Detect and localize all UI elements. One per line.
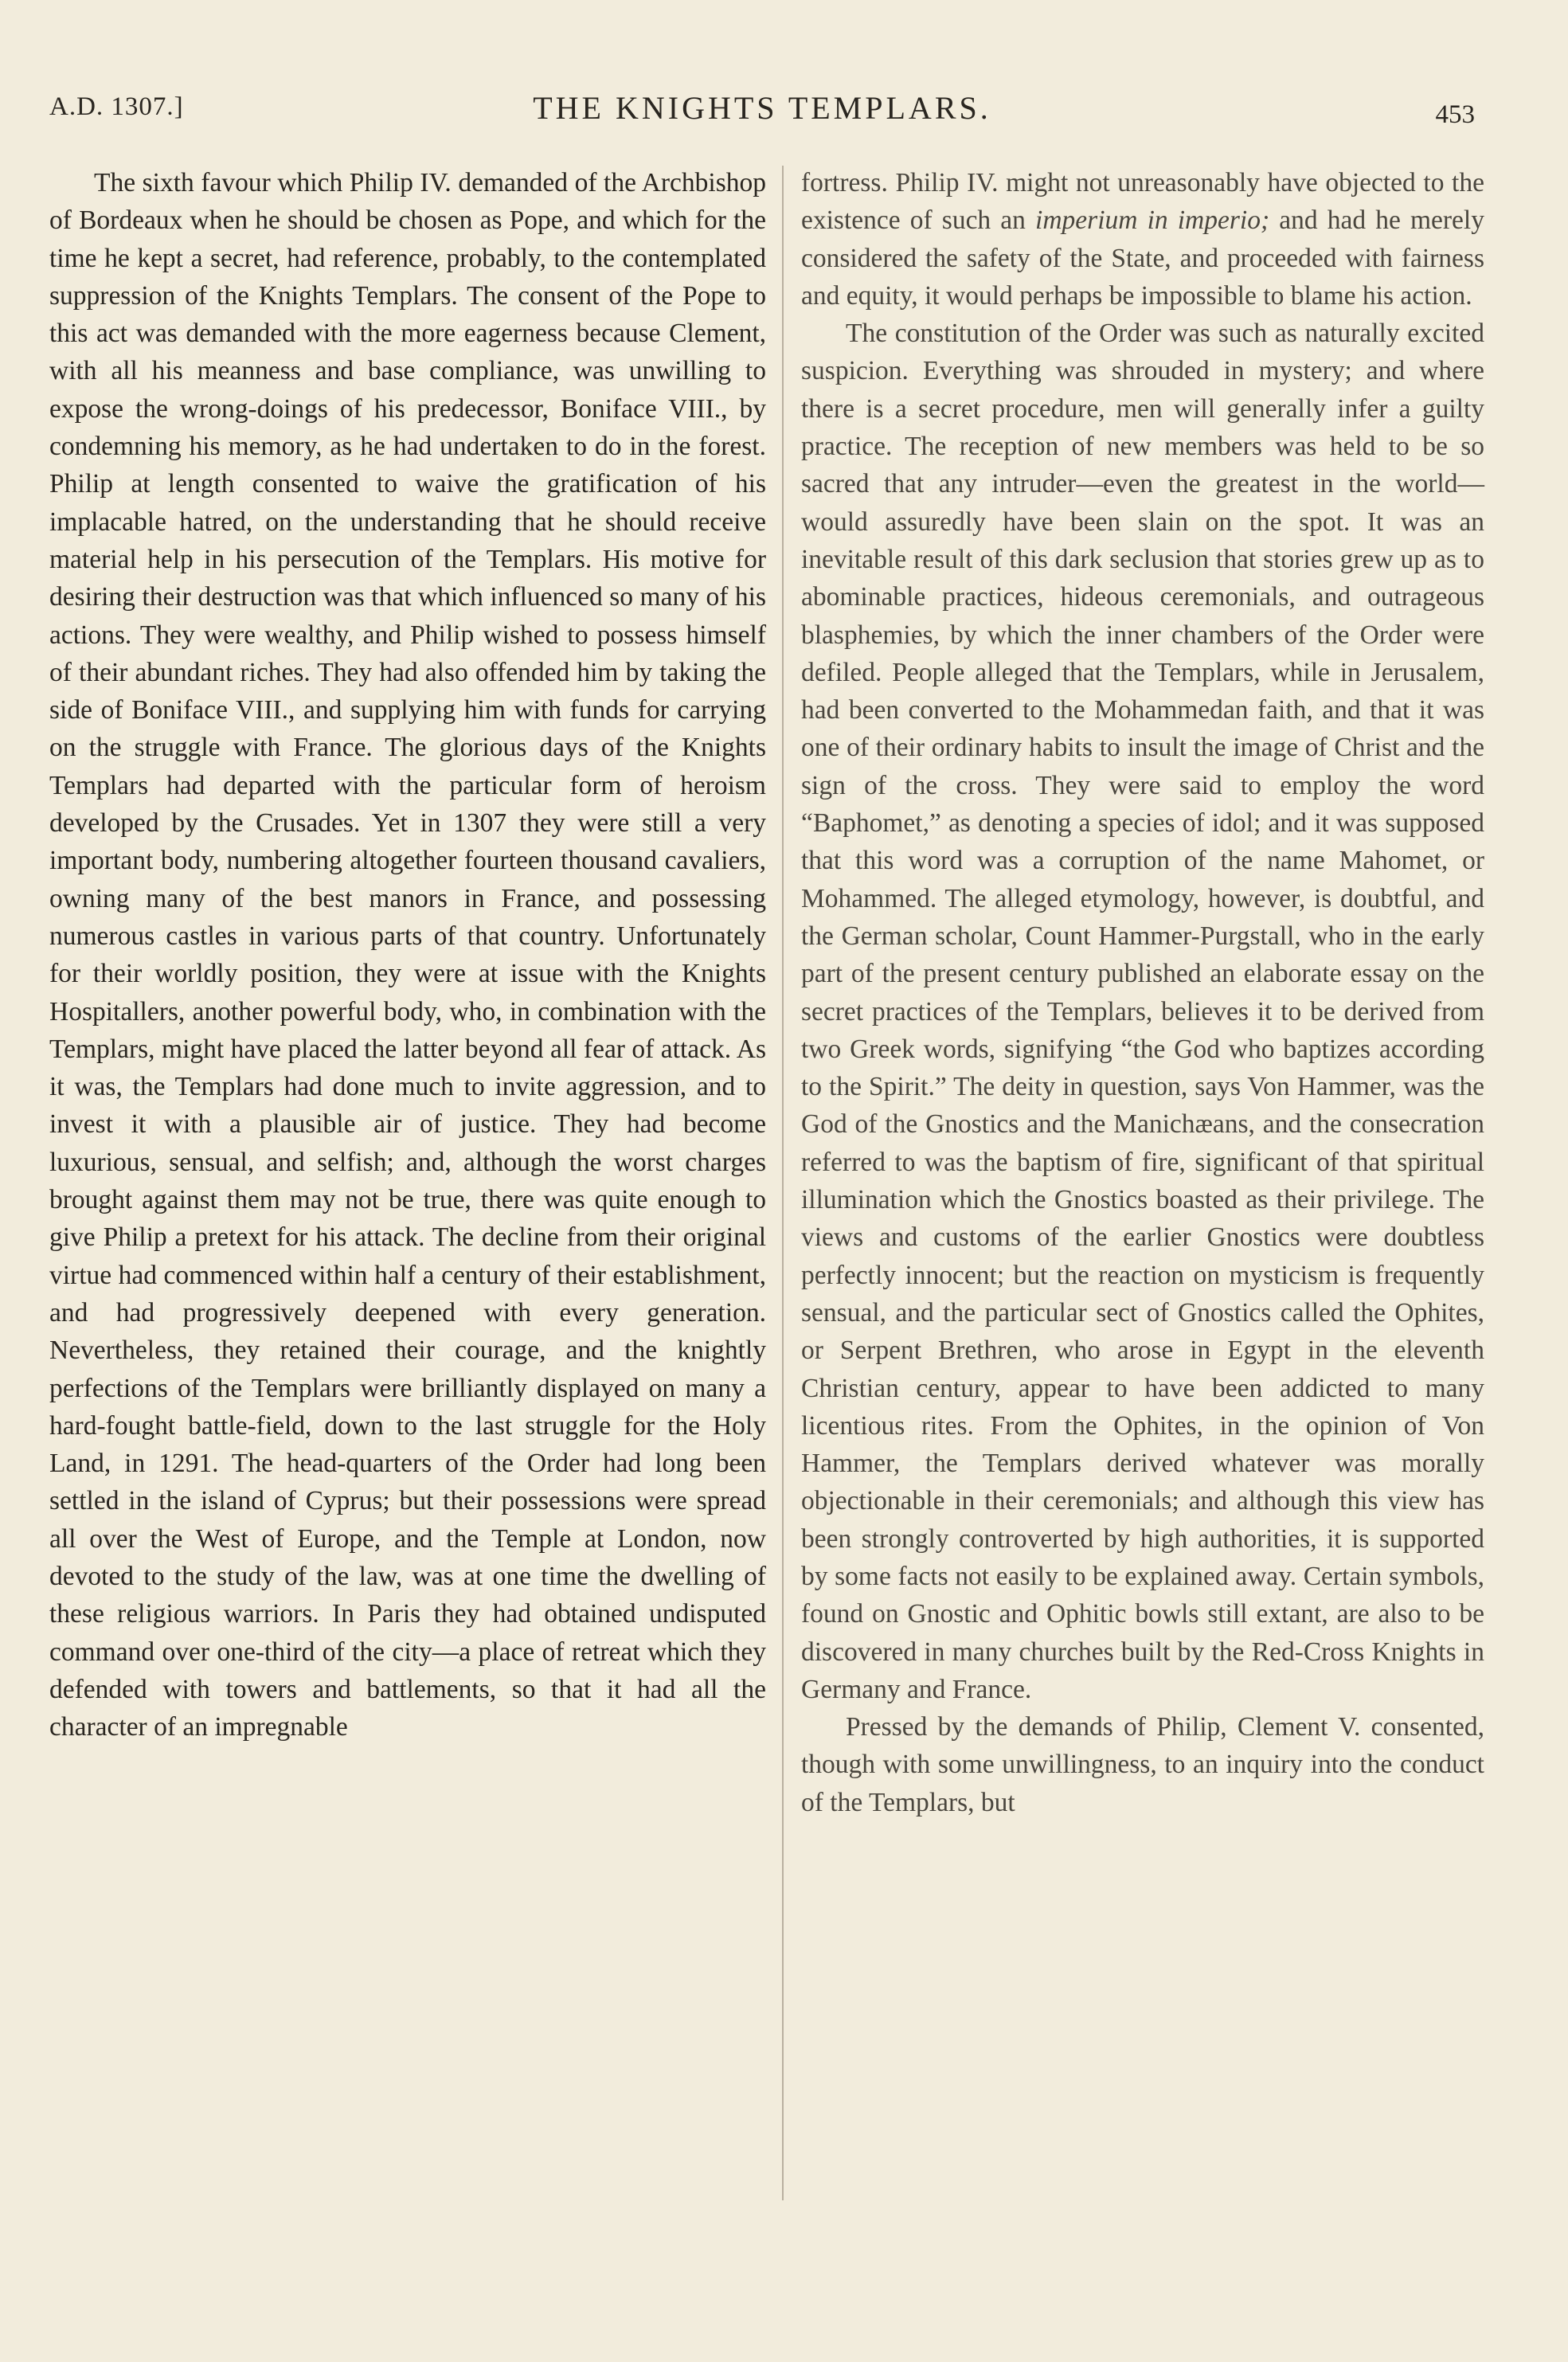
header-title: THE KNIGHTS TEMPLARS.: [533, 90, 991, 126]
running-header: [49, 92, 1475, 132]
page-number: 453: [1435, 100, 1475, 129]
right-paragraph-1: [801, 164, 1484, 315]
right-paragraph-1-text-a: fortress. Philip IV. might not unreasonably have objected to the existence of such an: [801, 168, 1484, 236]
right-paragraph-3: Pressed by the demands of Philip, Clement V. consented, though with some unwillingness, to an inquiry into the conduct of the Templars, but: [801, 1712, 1484, 1817]
column-divider: [782, 166, 784, 2200]
right-paragraph-2: The constitution of the Order was such as naturally excited suspicion. Everything was shrouded in mystery; and where there is a secret procedure, men will generally infer a guilty practice. The reception of new members was held to be so sacred that any intruder—even the greatest in the world—would assuredly have been slain on the spot. It was an inevitable result of this dark seclusion that stories grew up as to abominable practices, hideous ceremonials, and outrageous blasphemies, by which the inner chambers of the Order were defiled. People alleged that the Templars, while in Jerusalem, had been converted to the Mohammedan faith, and that it was one of their ordinary habits to insult the image of Christ and the sign of the cross. They were said to employ the word “Baphomet,” as denoting a species of idol; and it was supposed that this word was a corruption of the name Mahomet, or Mohammed. The alleged etymology, however, is doubtful, and the German scholar, Count Hammer-Purgstall, who in the early part of the present century published an elaborate essay on the secret practices of the Templars, believes it to be derived from two Greek words, signifying “the God who baptizes according to the Spirit.” The deity in question, says Von Hammer, was the God of the Gnostics and the Manichæans, and the consecration referred to was the baptism of fire, significant of that spiritual illumination which the Gnostics boasted as their privilege. The views and customs of the earlier Gnostics were doubtless perfectly innocent; but the reaction on mysticism is frequently sensual, and the particular sect of Gnostics called the Ophites, or Serpent Brethren, who arose in Egypt in the eleventh Christian century, appear to have been addicted to many licentious rites. From the Ophites, in the opinion of Von Hammer, the Templars derived whatever was morally objectionable in their ceremonials; and although this view has been strongly controverted by high authorities, it is supported by some facts not easily to be explained away. Certain symbols, found on Gnostic and Ophitic bowls still extant, are also to be discovered in many churches built by the Red-Cross Knights in Germany and France.: [801, 319, 1484, 1704]
right-paragraph-1-italic: imperium in imperio;: [1035, 205, 1270, 236]
right-column: [801, 164, 1484, 1821]
left-column: [49, 164, 766, 1746]
header-date: A.D. 1307.]: [49, 92, 184, 121]
left-paragraph-1: The sixth favour which Philip IV. demanded of the Archbishop of Bordeaux when he should be chosen as Pope, and which for the time he kept a secret, had reference, probably, to the contemplated suppression of the Knights Templars. The consent of the Pope to this act was demanded with the more eagerness because Clement, with all his meanness and base compliance, was unwilling to expose the wrong-doings of his predecessor, Boniface VIII., by condemning his memory, as he had undertaken to do in the forest. Philip at length consented to waive the gratification of his implacable hatred, on the understanding that he should receive material help in his persecution of the Templars. His motive for desiring their destruction was that which influenced so many of his actions. They were wealthy, and Philip wished to possess himself of their abundant riches. They had also offended him by taking the side of Boniface VIII., and supplying him with funds for carrying on the struggle with France. The glorious days of the Knights Templars had departed with the particular form of heroism developed by the Crusades. Yet in 1307 they were still a very important body, numbering altogether fourteen thousand cavaliers, owning many of the best manors in France, and possessing numerous castles in various parts of that country. Unfortunately for their worldly position, they were at issue with the Knights Hospitallers, another powerful body, who, in combination with the Templars, might have placed the latter beyond all fear of attack. As it was, the Templars had done much to invite aggression, and to invest it with a plausible air of justice. They had become luxurious, sensual, and selfish; and, although the worst charges brought against them may not be true, there was quite enough to give Philip a pretext for his attack. The decline from their original virtue had commenced within half a century of their establishment, and had progressively deepened with every generation. Nevertheless, they retained their courage, and the knightly perfections of the Templars were brilliantly displayed on many a hard-fought battle-field, down to the last struggle for the Holy Land, in 1291. The head-quarters of the Order had long been settled in the island of Cyprus; but their possessions were spread all over the West of Europe, and the Temple at London, now devoted to the study of the law, was at one time the dwelling of these religious warriors. In Paris they had obtained undisputed command over one-third of the city—a place of retreat which they defended with towers and battlements, so that it had all the character of an impregnable: [49, 168, 766, 1742]
right-paragraph-1-text-b: and had he merely considered the safety of the State, and proceeded with fairness and equity, it would perhaps be impossible to blame his action.: [801, 205, 1484, 311]
